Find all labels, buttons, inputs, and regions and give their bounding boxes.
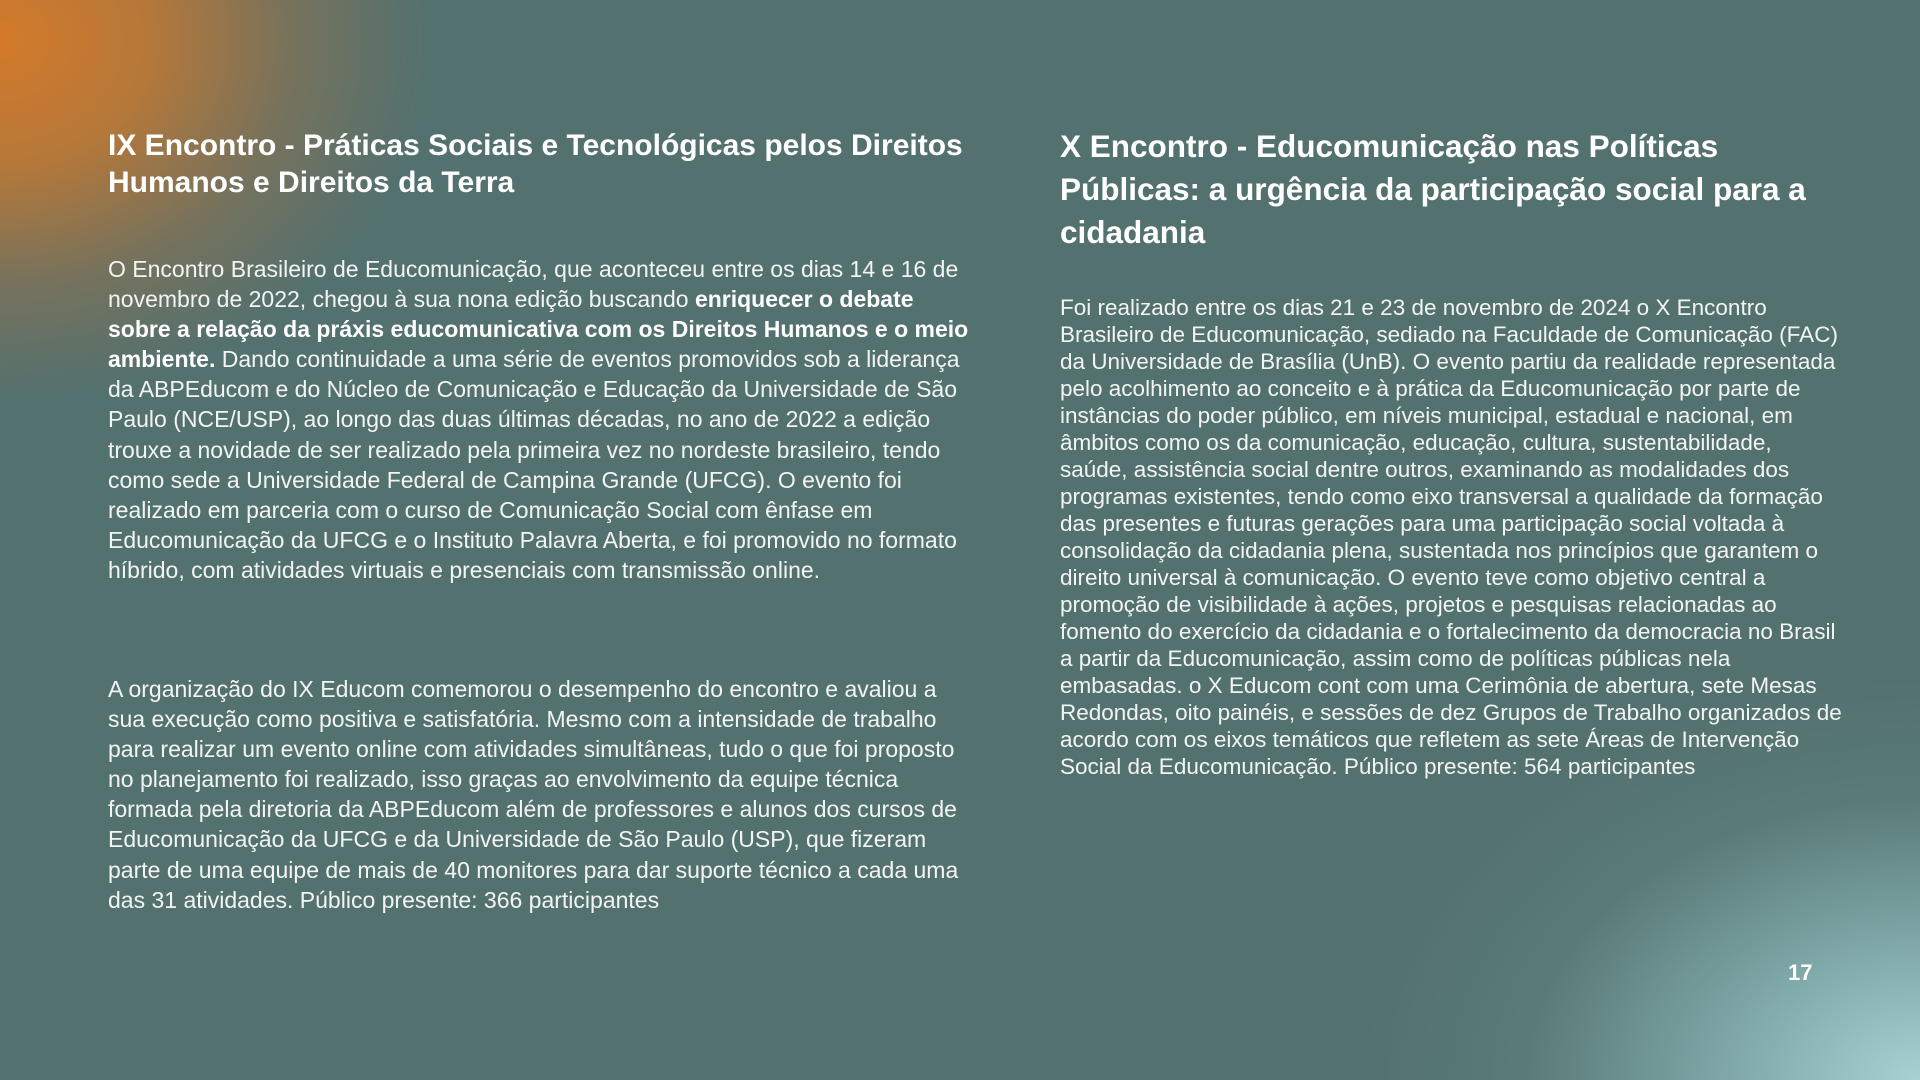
section-paragraph: Foi realizado entre os dias 21 e 23 de novembro de 2024 o X Encontro Brasileiro de Educomunicação, sediado na Faculdade de Comunicação (FAC) da Universidade de Brasília (UnB). O evento partiu da realidade representada pelo acolhimento ao conceito e à prática da Educomunicação por parte de instâncias do poder público, em níveis municipal, estadual e nacional, em âmbitos como os da comunicação, educação, cultura, sustentabilidade, saúde, assistência social dentre outros, examinando as modalidades dos programas existentes, tendo como eixo transversal a qualidade da formação das presentes e futuras gerações para uma participação social voltada à consolidação da cidadania plena, sustentada nos princípios que garantem o direito universal à comunicação. O evento teve como objetivo central a promoção de visibilidade à ações, projetos e pesquisas relacionadas ao fomento do exercício da cidadania e o fortalecimento da democracia no Brasil a partir da Educomunicação, assim como de políticas públicas nela embasadas. o X Educom cont com uma Cerimônia de abertura, sete Mesas Redondas, oito painéis, e sessões de dez Grupos de Trabalho organizados de acordo com os eixos temáticos que refletem as sete Áreas de Intervenção Social da Educomunicação. Público presente: 564 participantes — [1060, 295, 1842, 779]
section-title-x-encontro: X Encontro - Educomunicação nas Políticas Públicas: a urgência da participação social para a cidadania — [1060, 128, 1806, 250]
section-title-ix-encontro: IX Encontro - Práticas Sociais e Tecnológicas pelos Direitos Humanos e Direitos da Terra — [108, 129, 963, 199]
section-paragraph-2: A organização do IX Educom comemorou o desempenho do encontro e avaliou a sua execução como positiva e satisfatória. Mesmo com a intensidade de trabalho para realizar um evento online com atividades simultâneas, tudo o que foi proposto no planejamento foi realizado, isso graças ao envolvimento da equipe técnica formada pela diretoria da ABPEducom além de professores e alunos dos cursos de Educomunicação da UFCG e da Universidade de São Paulo (USP), que fizeram parte de uma equipe de mais de 40 monitores para dar suporte técnico a cada uma das 31 atividades. Público presente: 366 participantes — [108, 676, 959, 913]
paragraph-highlight-text: enriquecer o debate sobre a relação da práxis educomunicativa com os Direitos Humanos e o meio ambiente. — [108, 286, 969, 373]
section-paragraph-1 — [108, 254, 970, 585]
paragraph-rest-text: Dando continuidade a uma série de eventos promovidos sob a liderança da ABPEducom e do Núcleo de Comunicação e Educação da Universidade de São Paulo (NCE/USP), ao longo das duas últimas décadas, no ano de 2022 a edição trouxe a novidade de ser realizado pela primeira vez no nordeste brasileiro, tendo como sede a Universidade Federal de Campina Grande (UFCG). O evento foi realizado em parceria com o curso de Comunicação Social com ênfase em Educomunicação da UFCG e o Instituto Palavra Aberta, e foi promovido no formato híbrido, com atividades virtuais e presenciais com transmissão online. — [108, 346, 960, 583]
paragraph-intro-text: O Encontro Brasileiro de Educomunicação, que aconteceu entre os dias 14 e 16 de novembro de 2022, chegou à sua nona edição buscando — [108, 256, 959, 313]
page-number: 17 — [1788, 960, 1813, 985]
